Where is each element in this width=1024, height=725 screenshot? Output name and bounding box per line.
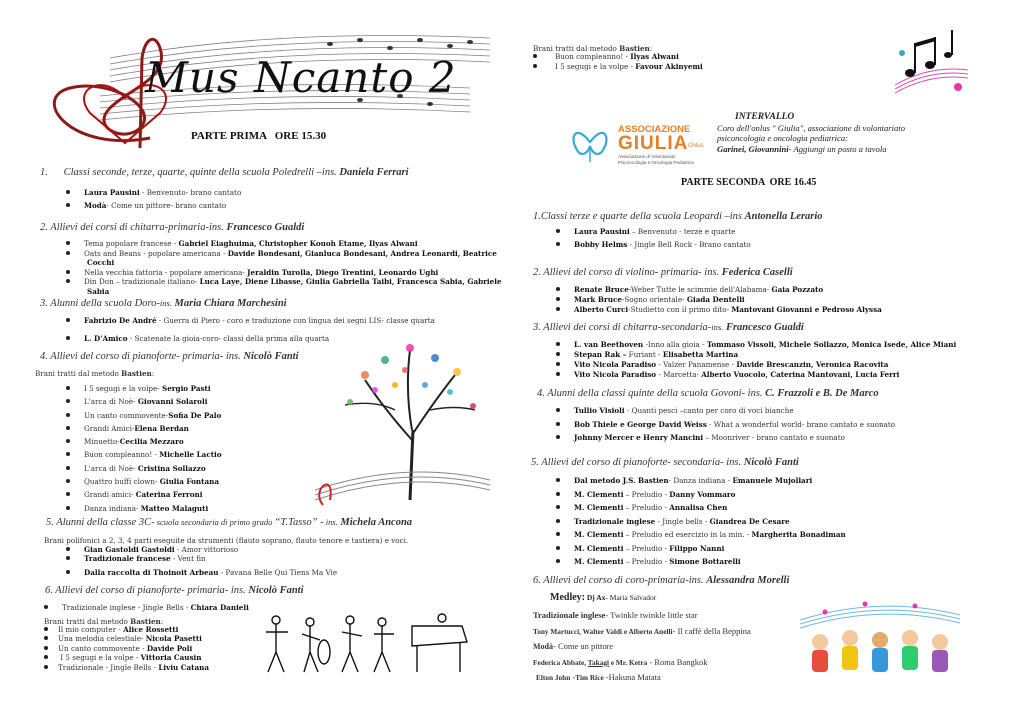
list-item: Tradizionale inglese- Twinkle twinkle little star (533, 610, 698, 620)
list-item: Un canto commovente - Davide Poli (44, 644, 209, 653)
list-item: Modà- Come un pittore (533, 641, 614, 651)
list-item: Din Don – tradizionale italiano- Luca Laye, Diene Libasse, Giulia Gabriella Taibi, Francesca Sabia, Gabriele (66, 277, 502, 287)
r-section-2-list (556, 285, 882, 315)
list-item: Bobby Helms - Jingle Bell Rock - Brano cantato (556, 240, 751, 250)
section-6-note: Brani tratti dal metodo Bastien: (44, 617, 164, 626)
list-item: Sabia (87, 286, 110, 296)
section-4-note: Brani tratti dal metodo Bastien: (35, 369, 155, 378)
list-item: Alberto Curci-Studietto con il primo dito- Mantovani Giovanni e Pedroso Alyssa (556, 305, 882, 315)
section-2-list (66, 239, 502, 296)
list-item: Vito Nicola Paradiso - Marcetta- Alberto Vuocolo, Caterina Mantovani, Lucia Ferri (556, 370, 956, 380)
r-section-2-title: 2. Allievi del corso di violino- primaria- ins. Federica Caselli (533, 267, 793, 278)
list-item: Gian Gastoldi Gastoldi - Amor vittorioso (66, 545, 337, 554)
section-4-teacher: Nicolò Fanti (243, 351, 299, 362)
section-4-list (66, 382, 222, 515)
list-item: M. Clementi – Preludio - Filippo Nanni (556, 542, 846, 556)
section-1-text: Classi seconde, terze, quarte, quinte della scuola Poledrelli –ins. (63, 167, 337, 178)
list-item: Tradizionale inglese - Jingle bells - Giandrea De Cesare (556, 515, 846, 529)
list-item: Nella vecchia fattoria - popolare americana- Jeraldin Turolla, Diego Trentini, Leonardo Ughi (66, 268, 502, 278)
list-item: I 5 segugi e la volpe - Vittoria Causin (44, 653, 209, 662)
section-5-note: Brani polifonici a 2, 3, 4 parti eseguite da strumenti (flauto soprano, flauto tenore e tastiera) e voci. (44, 536, 409, 545)
logo-line-2: GIULIA (618, 133, 689, 154)
section-4-title: 4. Allievi del corso di pianoforte- primaria- ins. Nicolò Fanti (40, 351, 299, 362)
intervallo-title: INTERVALLO (735, 112, 795, 122)
list-item: Un canto commovente-Sofia De Palo (66, 409, 222, 422)
list-item: Una melodia celestiale- Nicola Pasetti (44, 634, 209, 643)
r-section-1-list (556, 227, 751, 250)
section-6-title: 6. Allievi del corso di pianoforte- primaria- ins. Nicolò Fanti (45, 585, 304, 596)
section-6-first-item: Tradizionale inglese - Jingle Bells - Chiara Danieli (44, 603, 249, 613)
list-item: Renate Bruce-Weber Tutte le scimmie dell'Alabama- Gaia Pozzato (556, 285, 882, 295)
associazione-giulia-logo (570, 118, 715, 168)
list-item: Grandi amici- Caterina Ferroni (66, 488, 222, 501)
logo-onlus: Onlus (688, 143, 704, 149)
list-item: Vito Nicola Paradiso - Valzer Panamense - Davide Brescanzin, Veronica Racovita (556, 360, 956, 370)
r-section-5-list (556, 474, 846, 569)
section-2-teacher: Francesco Gualdi (226, 222, 305, 233)
r-section-3-title: 3. Allievi dei corsi di chitarra-secondaria-ins. Francesco Gualdi (533, 322, 804, 333)
logo-line-1: ASSOCIAZIONE (618, 124, 691, 135)
section-3-title: 3. Alunni della scuola Doro-ins. Maria Chiara Marchesini (40, 298, 287, 309)
part1-heading: PARTE PRIMA ORE 15.30 (191, 130, 327, 142)
music-tree-illustration (305, 330, 495, 510)
r-section-4-teacher: C. Frazzoli e B. De Marco (765, 388, 879, 399)
section-5-title: 5. Alunni della classe 3C- scuola secondaria di primo grado “T.Tasso” - ins. Michela Ancona (46, 517, 413, 528)
list-item: Grandi Amici-Elena Berdan (66, 422, 222, 435)
r-section-2-teacher: Federica Caselli (721, 267, 793, 278)
list-item: M. Clementi – Preludio - Annalisa Chen (556, 501, 846, 515)
list-item: Danza indiana- Matteo Malaguti (66, 502, 222, 515)
section-1-teacher: Daniela Ferrari (339, 167, 409, 178)
list-item: Mark Bruce-Sogno orientale- Giada Dentelli (556, 295, 882, 305)
list-item: M. Clementi – Preludio ed esercizio in la min. - Margherita Bonadiman (556, 528, 846, 542)
r-section-4-list (556, 404, 895, 445)
orchestra-illustration (262, 612, 477, 674)
list-item: Cocchi (87, 258, 115, 267)
intervallo-line-1: Coro dell'onlus " Giulia", associazione di volontariato (717, 122, 906, 133)
r-section-5-teacher: Nicolò Fanti (743, 457, 799, 468)
r-section-4-title: 4. Alunni della classi quinte della scuola Govoni- ins. C. Frazzoli e B. De Marco (537, 388, 879, 399)
r-section-6-medley: Medley: Dj Ax- Maria Salvador (550, 592, 657, 603)
r-section-6-lines (533, 608, 751, 686)
section-3-teacher: Maria Chiara Marchesini (174, 298, 287, 309)
section-1-num: 1. (40, 167, 48, 178)
intervallo-line-2: psiconcologia e oncologia pediatrica: (717, 133, 849, 143)
list-item: L. D'Amico - Scatenate la gioia-coro- classi della prima alla quarta (66, 334, 435, 344)
section-1-list (66, 188, 241, 211)
list-item: Dal metodo J.S. Bastien- Danza indiana - Emanuele Mujollari (556, 474, 846, 488)
list-item: Johnny Mercer e Henry Mancini – Moonriver - brano cantato e suonato (556, 431, 895, 445)
list-item: Tema popolare francese - Gabriel Eiaghuima, Christopher Kouoh Etame, Ilyas Alwani (66, 239, 502, 249)
list-item: Tradizionale - Jingle Bells - Liviu Catana (44, 663, 209, 672)
section-5-list (66, 545, 337, 578)
section-6-teacher: Nicolò Fanti (248, 585, 304, 596)
part2-heading: PARTE SECONDA ORE 16.45 (681, 177, 817, 188)
r-section-5-title: 5. Allievi del corso di pianoforte- secondaria- ins. Nicolò Fanti (531, 457, 799, 468)
r-section-3-list (556, 340, 956, 380)
list-item: L. van Beethoven -Inno alla gioia - Tommaso Vissoli, Michele Sollazzo, Monica Isede, Alice Miani (556, 340, 956, 350)
list-item: L'arca di Noè- Giovanni Solaroli (66, 395, 222, 408)
right-top-note: Brani tratti dal metodo Bastien: (533, 44, 653, 53)
list-item: Fabrizio De André - Guerra di Piero - coro e traduzione con lingua dei segni LIS- classe quarta (66, 316, 435, 326)
logo-sub-2: Psiconcologia e Oncologia Pediatrica (618, 160, 694, 165)
list-item: Laura Pausini – Benvenuto - terze e quarte (556, 227, 751, 237)
r-section-6-title: 6. Allievi del corso di coro-primaria-ins. Alessandra Morelli (533, 575, 790, 586)
kids-singing-illustration (795, 590, 965, 680)
list-item: M. Clementi – Preludio - Danny Vommaro (556, 488, 846, 502)
section-1-title (40, 167, 409, 178)
list-item: Il mio computer - Alice Rossetti (44, 625, 209, 634)
section-2-title: 2. Allievi dei corsi di chitarra-primaria-ins. Francesco Gualdi (40, 222, 305, 233)
list-item: Buon compleanno! - Michelle Lactio (66, 448, 222, 461)
list-item: L'arca di Noè- Cristina Sollazzo (66, 462, 222, 475)
list-item: M. Clementi – Preludio - Simone Bottarelli (556, 555, 846, 569)
r-section-6-teacher: Alessandra Morelli (706, 575, 790, 586)
logo-title: Mus Ncanto 2 (145, 53, 457, 102)
list-item: I 5 segugi e la volpe - Favour Akinyemi (533, 62, 703, 72)
section-6-list (44, 625, 209, 672)
logo-sub-1: Associazione di Volontariato (618, 154, 676, 159)
r-section-3-teacher: Francesco Gualdi (725, 322, 804, 333)
list-item: Modà- Come un pittore- brano cantato (66, 201, 241, 211)
section-5-teacher: Michela Ancona (340, 517, 413, 528)
list-item: Stepan Rak – Furiant - Elisabetta Martina (556, 350, 956, 360)
list-item: Elton John -Tim Rice -Hakuna Matata (536, 672, 661, 682)
list-item: Buon compleanno! - Ilyas Alwani (533, 52, 703, 62)
list-item: Laura Pausini - Benvenuto- brano cantato (66, 188, 241, 198)
right-top-list (533, 52, 703, 72)
intervallo-line-3: Garinei, Giovannini- Aggiungi un posto a tavola (717, 143, 887, 154)
list-item: Oats and Beans - popolare americana - Davide Bondesani, Gianluca Bondesani, Andrea Leonardi, Beatrice (66, 249, 502, 259)
list-item: Tony Martucci, Walter Valdi e Alberto Anelli- Il caffè della Beppina (533, 625, 751, 636)
list-item: I 5 segugi e la volpe- Sergio Pasti (66, 382, 222, 395)
list-item: Tradizionale francese - Vent fin (66, 554, 337, 563)
r-section-1-title: 1.Classi terze e quarte della scuola Leopardi –ins Antonella Lerario (533, 211, 823, 222)
intervallo-block (717, 112, 957, 154)
list-item: Bob Thiele e George David Weiss - What a wonderful world- brano cantato e suonato (556, 418, 895, 432)
r-section-1-teacher: Antonella Lerario (744, 211, 823, 222)
list-item: Quattro buffi clown- Giulia Fontana (66, 475, 222, 488)
butterfly-icon (570, 118, 610, 166)
list-item: Dalla raccolta di Thoinoit Arbeau - Pavana Belle Qui Tiens Ma Vie (66, 568, 337, 578)
music-notes-illustration (890, 25, 970, 100)
list-item: Minuetto-Cecilia Mezzaro (66, 435, 222, 448)
list-item: Tullio Visioli - Quanti pesci –canto per coro di voci bianche (556, 404, 895, 418)
list-item: Federica Abbate, Takagi e Mr. Ketra - Roma Bangkok (533, 656, 708, 667)
